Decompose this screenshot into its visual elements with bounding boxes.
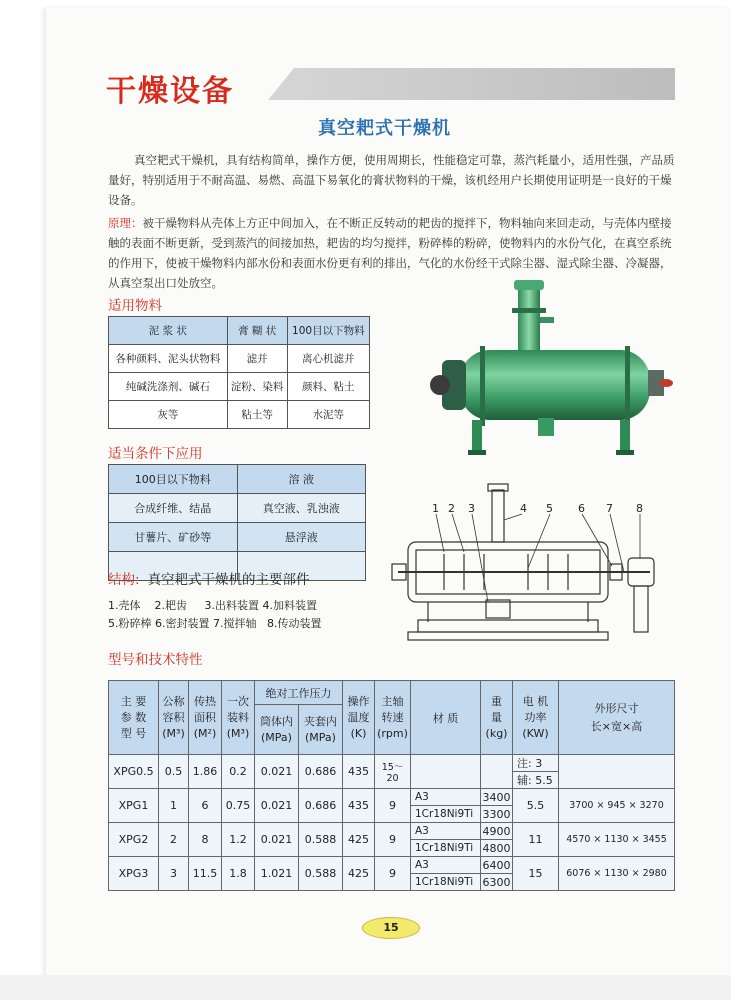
spec-cell: 0.588: [299, 823, 343, 857]
conditions-header-cell: 100目以下物料: [109, 465, 238, 494]
spec-header-line: 夹套内: [304, 714, 337, 728]
spec-cell: XPG3: [109, 857, 159, 891]
spec-header-line: (M²): [193, 726, 217, 740]
structure-text: 真空耙式干燥机的主要部件: [147, 572, 310, 588]
spec-cell: 0.686: [299, 755, 343, 789]
diagram-label: 4: [520, 502, 527, 515]
materials-cell: 水泥等: [287, 401, 369, 429]
structure-label: 结构:: [108, 572, 140, 588]
parts-row: [108, 615, 378, 633]
page-title: 干燥设备: [106, 74, 234, 109]
spec-header-line: 装料: [227, 710, 249, 724]
conditions-table: [108, 464, 366, 581]
spec-cell: 注: 3: [513, 755, 559, 772]
spec-cell: 0.2: [222, 755, 255, 789]
spec-header-power: [513, 681, 559, 755]
spec-header-line: 主 要: [120, 694, 147, 708]
principle-label: 原理：: [108, 216, 143, 230]
structure-diagram: [388, 480, 676, 650]
spec-cell: 3300: [482, 807, 511, 821]
spec-header-line: (MPa): [261, 730, 292, 744]
materials-cell: 离心机滤并: [287, 345, 369, 373]
spec-header-line: 主轴: [381, 694, 404, 708]
materials-cell: 滤并: [227, 345, 287, 373]
spec-header-line: 温度: [347, 710, 370, 724]
spec-cell: 3: [159, 857, 189, 891]
specs-table: [108, 680, 675, 891]
intro-paragraph: 真空耙式干燥机，具有结构简单，操作方便，使用周期长，性能稳定可靠，蒸汽耗量小，适用性强，产品质量好，特别适用于不耐高温、易燃、高温下易氧化的膏状物料的干燥，该机经用户长期使用证明是一良好的干燥设备。: [108, 153, 675, 207]
parts-row: [108, 597, 378, 615]
conditions-cell: 合成纤维、结晶: [109, 494, 238, 523]
spec-header-speed: [375, 681, 411, 755]
spec-cell: 425: [343, 857, 375, 891]
diagram-label: 3: [468, 502, 475, 515]
spec-cell: [559, 755, 675, 789]
conditions-heading: 适当条件下应用: [108, 446, 203, 462]
spec-cell: 3700 × 945 × 3270: [559, 789, 675, 823]
spec-header-line: 型 号: [120, 726, 147, 740]
spec-cell: 6300: [482, 875, 511, 889]
conditions-cell: 真空液、乳浊液: [237, 494, 366, 523]
spec-header-model: [109, 681, 159, 755]
spec-cell: 1.86: [189, 755, 222, 789]
part-item: 4.加料装置: [262, 599, 317, 612]
part-item: 6.密封装置: [155, 617, 210, 630]
spec-header-material: 材 质: [411, 681, 481, 755]
spec-cell: A3: [411, 857, 481, 874]
product-title: 真空耙式干燥机: [318, 118, 451, 139]
diagram-label: 5: [546, 502, 553, 515]
spec-header-line: (M³): [162, 726, 185, 740]
spec-cell: 6: [189, 789, 222, 823]
spec-header-pressure-jacket: [299, 705, 343, 755]
principle-text: 被干燥物料从壳体上方正中间加入，在不断正反转动的耙齿的搅拌下，物料轴向来回走动，与壳体内壁接触的表面不断更新，受到蒸汽的间接加热，耙齿的均匀搅拌，粉碎棒的粉碎，使物料内的水份气化，在真空系统的作用下，使被干燥物料内部水份和表面水份更有利的排出，气化的水份经干式除尘器、湿式除尘器、冷凝器，从真空泵出口处放空。: [108, 216, 672, 290]
diagram-label: 7: [606, 502, 613, 515]
materials-cell: 淀粉、染料: [227, 373, 287, 401]
spec-header-pressure-shell: [255, 705, 299, 755]
diagram-label: 2: [448, 502, 455, 515]
part-item: 2.耙齿: [154, 599, 187, 612]
spec-cell: 6076 × 1130 × 2980: [559, 857, 675, 891]
spec-header-line: 重: [491, 694, 502, 708]
spec-header-temp: [343, 681, 375, 755]
spec-header-charge: [222, 681, 255, 755]
materials-cell: 各种颜料、泥头状物料: [109, 345, 228, 373]
spec-cell: [411, 755, 481, 789]
spec-cell: 9: [375, 823, 411, 857]
spec-header-line: 筒体内: [260, 714, 293, 728]
spec-header-line: 一次: [227, 694, 249, 708]
spec-header-pressure: 绝对工作压力: [255, 681, 343, 705]
spec-header-line: (kg): [485, 726, 508, 740]
materials-header-cell: 泥 浆 状: [109, 317, 228, 345]
spec-cell: 0.75: [222, 789, 255, 823]
spec-cell: 5.5: [513, 789, 559, 823]
spec-cell: 11: [513, 823, 559, 857]
spec-cell: 425: [343, 823, 375, 857]
spec-cell: 0.5: [159, 755, 189, 789]
diagram-label: 1: [432, 502, 439, 515]
spec-cell: 15～20: [375, 755, 411, 789]
conditions-cell: 悬浮液: [237, 523, 366, 552]
spec-cell: 0.588: [299, 857, 343, 891]
spec-header-line: 公称: [162, 694, 185, 708]
parts-list: [108, 597, 378, 633]
spec-cell: 辅: 5.5: [513, 772, 559, 789]
specs-heading: 型号和技术特性: [108, 652, 203, 668]
spec-cell: 2: [159, 823, 189, 857]
part-item: 3.出料装置: [204, 599, 259, 612]
spec-header-line: 电 机: [522, 694, 549, 708]
spec-cell: 11.5: [189, 857, 222, 891]
page-number: 15: [362, 917, 420, 939]
spec-cell: 0.021: [255, 823, 299, 857]
part-item: 7.搅拌轴: [213, 617, 257, 630]
materials-cell: 颜料、粘土: [287, 373, 369, 401]
materials-header-cell: 膏 糊 状: [227, 317, 287, 345]
spec-cell: XPG1: [109, 789, 159, 823]
spec-header-line: (KW): [522, 726, 549, 740]
spec-cell: 6400: [482, 858, 511, 872]
spec-header-line: 功率: [524, 710, 547, 724]
spec-cell: A3: [411, 823, 481, 840]
spec-header-line: (K): [350, 726, 367, 740]
spec-header-area: [189, 681, 222, 755]
spec-cell: 1Cr18Ni9Ti: [411, 806, 481, 823]
materials-table: [108, 316, 370, 429]
spec-cell: 4900: [482, 824, 511, 838]
spec-cell: [481, 755, 513, 789]
spec-header-line: 操作: [347, 694, 370, 708]
spec-header-volume: [159, 681, 189, 755]
spec-cell: A3: [411, 789, 481, 806]
conditions-cell: 甘薯片、矿砂等: [109, 523, 238, 552]
spec-header-line: (M³): [226, 726, 250, 740]
spec-cell: 8: [189, 823, 222, 857]
spec-header-line: (rpm): [377, 726, 408, 740]
spec-cell: 435: [343, 755, 375, 789]
spec-header-line: 量: [491, 710, 502, 724]
spec-header-line: 参 数: [120, 710, 147, 724]
spec-header-line: 传热: [194, 694, 216, 708]
spec-cell: 1Cr18Ni9Ti: [411, 874, 481, 891]
materials-header-cell: 100目以下物料: [287, 317, 369, 345]
spec-cell: 1.2: [222, 823, 255, 857]
materials-cell: 灰等: [109, 401, 228, 429]
spec-header-line: 长×宽×高: [590, 719, 643, 733]
spec-cell: 1.021: [255, 857, 299, 891]
dryer-photo-illustration: [420, 272, 676, 464]
spec-cell: 0.021: [255, 789, 299, 823]
part-item: 8.传动装置: [267, 617, 322, 630]
spec-cell: 0.686: [299, 789, 343, 823]
materials-cell: 纯碱洗涤剂、碱石: [109, 373, 228, 401]
part-item: 5.粉碎棒: [108, 617, 152, 630]
diagram-label: 8: [636, 502, 643, 515]
title-bar-decoration: [268, 68, 675, 100]
structure-heading: [108, 568, 310, 588]
spec-cell: 1.8: [222, 857, 255, 891]
conditions-header-cell: 溶 液: [237, 465, 366, 494]
spec-header-line: (MPa): [305, 730, 336, 744]
spec-cell: 4570 × 1130 × 3455: [559, 823, 675, 857]
page-edge: [0, 975, 731, 1000]
spec-cell: 0.021: [255, 755, 299, 789]
spec-header-weight: [481, 681, 513, 755]
spec-cell: XPG0.5: [109, 755, 159, 789]
spec-cell: 9: [375, 857, 411, 891]
spec-cell: 9: [375, 789, 411, 823]
spec-header-line: 容积: [162, 710, 185, 724]
materials-cell: 粘土等: [227, 401, 287, 429]
spec-cell: 3400: [482, 790, 511, 804]
part-item: 1.壳体: [108, 599, 141, 612]
spec-header-line: 转速: [381, 710, 404, 724]
spec-cell: 15: [513, 857, 559, 891]
spec-header-line: 面积: [194, 710, 216, 724]
spec-cell: 4800: [482, 841, 511, 855]
spec-header-dims: [559, 681, 675, 755]
spec-cell: 1: [159, 789, 189, 823]
materials-heading: 适用物料: [108, 298, 162, 314]
spec-header-line: 外形尺寸: [594, 701, 639, 715]
diagram-label: 6: [578, 502, 585, 515]
spec-cell: 1Cr18Ni9Ti: [411, 840, 481, 857]
spec-cell: XPG2: [109, 823, 159, 857]
spec-cell: 435: [343, 789, 375, 823]
